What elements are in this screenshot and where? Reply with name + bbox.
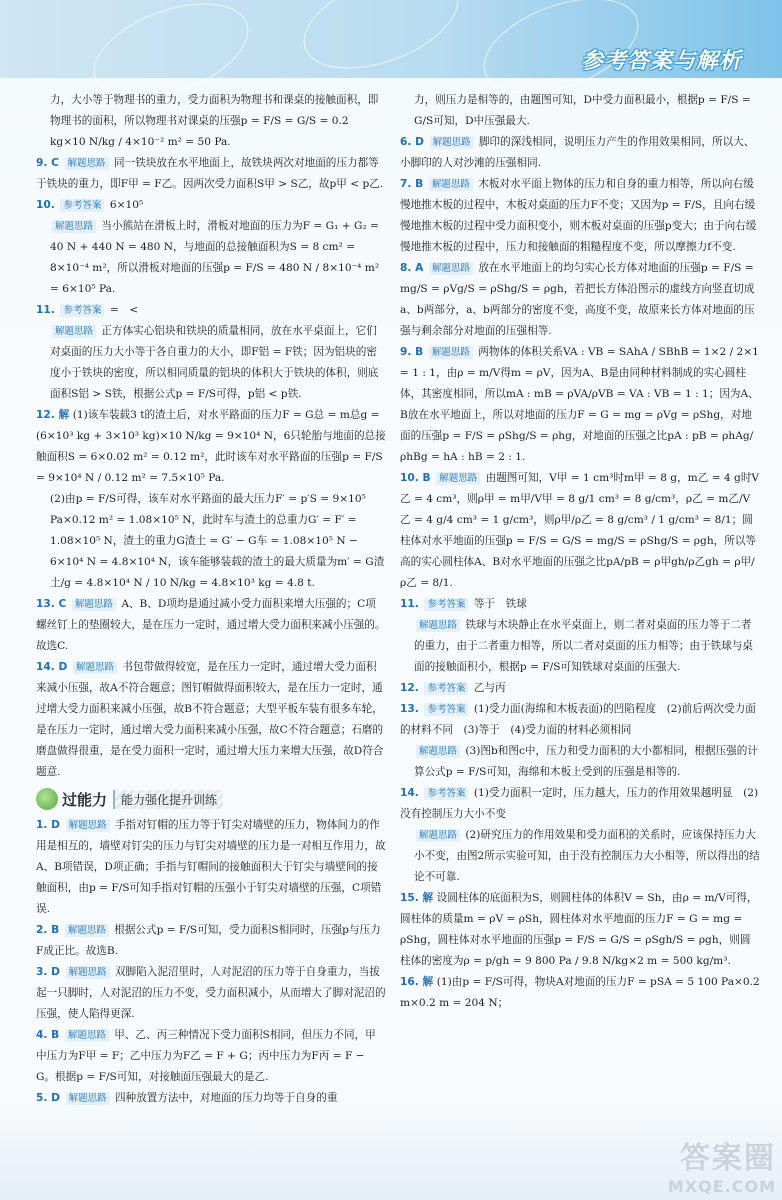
answer-item <box>400 468 760 594</box>
question-number: 9. C <box>36 157 63 169</box>
answer-item <box>36 216 386 300</box>
watermark-line2: MXQE.COM <box>667 1177 776 1196</box>
answer-text: 书包带做得较宽，是在压力一定时，通过增大受力面积来减小压强，故A不符合题意；图钉帽做得面积较大，是在压力一定时，通过增大受力面积来减小压强，故B不符合题意；大型平板车装有很多车轮，是在压力一定时，通过增大受力面积来减小压强，故C不符合题意；石磨的磨盘做得很重，是在受力面积一定时，通过增大压力来增大压强，故D符合题意. <box>36 661 384 778</box>
answer-text: A、B、D项均是通过减小受力面积来增大压强的；C项螺丝钉上的垫圈较大，是在压力一定时，通过增大受力面积来减小压强的。故选C. <box>36 598 386 652</box>
question-number: 12. <box>400 682 423 694</box>
answer-item <box>36 489 386 594</box>
answer-item <box>36 815 386 920</box>
answer-tag: 解题思路 <box>429 262 473 275</box>
answer-item <box>400 699 760 741</box>
answer-tag: 解题思路 <box>416 829 460 842</box>
answer-text: 等于 铁球 <box>473 598 527 610</box>
answer-item <box>36 90 386 153</box>
question-number: 11. <box>400 598 423 610</box>
answer-text: 力，则压力是相等的，由题图可知，D中受力面积最小，根据p = F/S = G/S可知，D中压强最大. <box>414 94 755 127</box>
question-number: 2. B <box>36 924 63 936</box>
question-number: 6. D <box>400 136 428 148</box>
answer-tag: 参考答案 <box>424 787 468 800</box>
answer-item <box>36 195 386 216</box>
question-number: 10. B <box>400 472 435 484</box>
answer-text: (3)图b和图c中，压力和受力面积的大小都相同，根据压强的计算公式p = F/S可知，海绵和木板上受到的压强是相等的. <box>414 745 758 778</box>
answer-tag: 解题思路 <box>416 619 460 632</box>
answer-item <box>400 783 760 825</box>
answer-tag: 解题思路 <box>430 136 474 149</box>
answer-tag: 解题思路 <box>429 178 473 191</box>
answer-tag: 解题思路 <box>66 966 110 979</box>
answer-item <box>400 972 764 1014</box>
answer-item <box>36 962 386 1025</box>
answer-tag: 解题思路 <box>429 346 473 359</box>
answer-text: 由题图可知，V甲 = 1 cm³时m甲 = 8 g，m乙 = 4 g时V乙 = 4 cm³，则ρ甲 = m甲/V甲 = 8 g/1 cm³ = 8 g/cm³，ρ乙 = m乙/V乙 = 4 g/4 cm³ = 1 g/cm³，则ρ甲/ρ乙 = 8 g/cm³ / 1 g/cm³ = 8/1；圆柱体对水平地面的压强p = F/S = G/S = mg/S = ρShg/S = ρgh，所以等高的实心圆柱体A、B对水平地面的压强之比pA/pB = ρ甲gh/ρ乙gh = ρ甲/ρ乙 = 8/1. <box>400 472 760 589</box>
answer-text: 脚印的深浅相同，说明压力产生的作用效果相同，所以大、小脚印的人对沙滩的压强相同. <box>400 136 755 169</box>
answer-item <box>400 825 760 888</box>
question-number: 13. C <box>36 598 70 610</box>
answer-tag: 参考答案 <box>424 682 468 695</box>
question-number: 3. D <box>36 966 64 978</box>
answer-tag: 解题思路 <box>65 924 109 937</box>
question-number: 10. <box>36 199 59 211</box>
answer-tag: 解题思路 <box>52 220 96 233</box>
header-band <box>0 0 782 78</box>
answer-item <box>36 300 386 321</box>
answer-text: 根据公式p = F/S可知，受力面积S相同时，压强p与压力F成正比。故选B. <box>36 924 381 957</box>
watermark-logo <box>668 1133 776 1196</box>
question-number: 14. D <box>36 661 71 673</box>
section-main-title: 过能力 <box>62 790 108 809</box>
question-number: 8. A <box>400 262 427 274</box>
answer-item <box>36 1025 386 1088</box>
question-number: 1. D <box>36 819 64 831</box>
answer-text: 同一铁块放在水平地面上，故铁块两次对地面的压力都等于铁块的重力，即F甲 = F乙。因两次受力面积S甲 > S乙，故p甲 < p乙. <box>36 157 384 190</box>
answer-item <box>400 258 760 342</box>
answer-item <box>36 1088 386 1109</box>
answer-text: 两物体的体积关系VA : VB = SAhA / SBhB = 1×2 / 2×1 = 1 : 1，由ρ = m/V得m = ρV，因为A、B是由同种材料制成的实心圆柱体，其密度相同，所以mA : mB = ρVA/ρVB = VA : VB = 1 : 1；因为A、B放在水平地面上，所以对地面的压力F = G = mg = ρVg = ρShg，对地面的压强p = F/S = ρShg/S = ρhg，对地面的压强之比pA : pB = ρhAg/ρhBg = hA : hB = 2 : 1. <box>400 346 763 463</box>
question-number: 7. B <box>400 178 427 190</box>
answer-tag: 解题思路 <box>73 661 117 674</box>
answer-text: 放在水平地面上的均匀实心长方体对地面的压强p = F/S = mg/S = ρVg/S = ρShg/S = ρgh，若把长方体沿图示的虚线方向竖直切成a、b两部分，a、b两部分的密度不变，高度不变，故原来长方体对地面的压强与剩余部分对地面的压强相等. <box>400 262 758 337</box>
answer-tag: 参考答案 <box>60 304 104 317</box>
answer-tag: 参考答案 <box>424 703 468 716</box>
section-subtitle: 能力强化提升训练 <box>113 790 223 809</box>
answer-text: 正方体实心铝块和铁块的质量相同，放在水平桌面上，它们对桌面的压力大小等于各自重力的大小，即F铝 = F铁；因为铝块的密度小于铁块的密度，所以相同质量的铝块的体积大于铁块的体积，则底面积S铝 > S铁，根据公式p = F/S可得，p铝 < p铁. <box>50 325 379 400</box>
answer-text: 力，大小等于物理书的重力，受力面积为物理书和课桌的接触面积，即物理书的面积，所以物理书对课桌的压强p = F/S = G/S = 0.2 kg×10 N/kg / 4×10⁻² m² = 50 Pa. <box>50 94 379 148</box>
answer-text: 乙与丙 <box>473 682 506 694</box>
answer-tag: 解题思路 <box>436 472 480 485</box>
watermark-line1: 答案圈 <box>680 1141 776 1176</box>
question-number: 9. B <box>400 346 427 358</box>
answer-tag: 解题思路 <box>66 1092 110 1105</box>
answer-item <box>400 342 763 468</box>
section-title <box>36 787 276 811</box>
header-title: 参考答案与解析 <box>580 49 742 74</box>
question-number: 12. 解 <box>36 409 73 421</box>
answer-text: 6×10⁵ <box>109 199 144 211</box>
answer-text: (2)由p = F/S可得，该车对水平路面的最大压力F′ = p′S = 9×10⁵ Pa×0.12 m² = 1.08×10⁵ N，此时车与渣土的总重力G′ = F′ = 1.08×10⁵ N，渣土的重力G渣土 = G′ − G车 = 1.08×10⁵ N − 6×10⁴ N = 4.8×10⁴ N，该车能够装载的渣土的最大质量为m′ = G渣土/g = 4.8×10⁴ N / 10 N/kg = 4.8×10³ kg = 4.8 t. <box>50 493 385 589</box>
right-column <box>400 90 764 1014</box>
answer-text: (2)研究压力的作用效果和受力面积的关系时，应该保持压力大小不变，由图2所示实验可知，由于没有控制压力大小相等，所以得出的结论不可靠. <box>414 829 760 883</box>
answer-tag: 解题思路 <box>72 598 116 611</box>
answer-text: (1)该车装载3 t的渣土后，对水平路面的压力F = G总 = m总g = (6×10³ kg + 3×10³ kg)×10 N/kg = 9×10⁴ N，6只轮胎与地面的总接触面积S = 6×0.02 m² = 0.12 m²，此时该车对水平路面的压强p = F/S = 9×10⁴ N / 0.12 m² = 7.5×10⁵ Pa. <box>36 409 387 484</box>
answer-item <box>400 888 760 972</box>
answer-item <box>400 594 760 615</box>
answer-tag: 参考答案 <box>424 598 468 611</box>
answer-item <box>36 321 386 405</box>
answer-item <box>400 741 760 783</box>
question-number: 13. <box>400 703 423 715</box>
answer-tag: 解题思路 <box>65 1029 109 1042</box>
answer-tag: 解题思路 <box>65 157 109 170</box>
answer-text: 木板对水平面上物体的压力和自身的重力相等，所以向右缓慢地推木板的过程中，木板对桌面的压力F不变；又因为p = F/S，且向右缓慢地推木板的过程中受力面积变小，则木板对桌面的压强p变大；由于向右缓慢地推木板的过程中，压力和接触面的粗糙程度不变，所以摩擦力f不变. <box>400 178 757 253</box>
answer-text: 设圆柱体的底面积为S，则圆柱体的体积V = Sh，由ρ = m/V可得，圆柱体的质量m = ρV = ρSh，圆柱体对水平地面的压力F = G = mg = ρShg，圆柱体对水平地面的压强p = F/S = G/S = ρSgh/S = ρgh，则圆柱体的密度为ρ = p/gh = 9 800 Pa / 9.8 N/kg×2 m = 500 kg/m³. <box>400 892 758 967</box>
answer-tag: 解题思路 <box>66 819 110 832</box>
answer-text: (1)受力面积一定时，压力越大，压力的作用效果越明显 (2)没有控制压力大小不变 <box>400 787 759 820</box>
answer-item <box>36 405 386 489</box>
question-number: 5. D <box>36 1092 64 1104</box>
answer-text: 甲、乙、丙三种情况下受力面积S相同，但压力不同，甲中压力为F甲 = F；乙中压力为F乙 = F + G；丙中压力为F丙 = F − G。根据p = F/S可知，对接触面压强最大的是乙. <box>36 1029 376 1083</box>
answer-item <box>400 678 760 699</box>
answer-item <box>36 657 386 783</box>
answer-tag: 解题思路 <box>416 745 460 758</box>
answer-text: 手指对钉帽的压力等于钉尖对墙壁的压力，物体间力的作用是相互的，墙壁对钉尖的压力与钉尖对墙壁的压力是一对相互作用力，故A、B项错误，D项正确；手指与钉帽间的接触面积大于钉尖与墙壁间的接触面积，由p = F/S可知手指对钉帽的压强小于钉尖对墙壁的压强，C项错误. <box>36 819 386 915</box>
leaf-icon <box>36 788 58 810</box>
answer-text: (1)由p = F/S可得，物块A对地面的压力F = pSA = 5 100 Pa×0.2 m×0.2 m = 204 N； <box>400 976 764 1009</box>
left-column <box>36 90 386 1109</box>
answer-item <box>400 174 760 258</box>
answer-text: 铁球与木块静止在水平桌面上，则二者对桌面的压力等于二者的重力，由于二者重力相等，所以二者对桌面的压力相等；由于铁球与桌面的接触面积小，根据p = F/S可知铁球对桌面的压强大. <box>414 619 753 673</box>
answer-tag: 解题思路 <box>52 325 96 338</box>
answer-item <box>400 90 760 132</box>
answer-item <box>36 920 386 962</box>
answer-text: 当小熊站在滑板上时，滑板对地面的压力为F = G₁ + G₂ = 40 N + 440 N = 480 N，与地面的总接触面积为S = 8 cm² = 8×10⁻⁴ m²，所以滑板对地面的压强p = F/S = 480 N / 8×10⁻⁴ m² = 6×10⁵ Pa. <box>50 220 383 295</box>
answer-item <box>36 153 386 195</box>
answer-text: = < <box>109 304 139 316</box>
answer-tag: 参考答案 <box>60 199 104 212</box>
answer-item <box>400 615 760 678</box>
question-number: 11. <box>36 304 59 316</box>
question-number: 15. 解 <box>400 892 437 904</box>
answer-item <box>36 594 386 657</box>
answer-text: 双脚陷入泥沼里时，人对泥沼的压力等于自身重力，当拔起一只脚时，人对泥沼的压力不变，受力面积减小，从而增大了脚对泥沼的压强，使人陷得更深. <box>36 966 386 1020</box>
question-number: 14. <box>400 787 423 799</box>
question-number: 4. B <box>36 1029 63 1041</box>
answer-text: 四种放置方法中，对地面的压力均等于自身的重 <box>114 1092 338 1104</box>
answer-text: (1)受力面(海绵和木板表面)的凹陷程度 (2)前后两次受力面的材料不同 (3)等于 (4)受力面的材料必须相同 <box>400 703 756 736</box>
answer-item <box>400 132 760 174</box>
question-number: 16. 解 <box>400 976 437 988</box>
decorative-leaf <box>291 0 471 87</box>
